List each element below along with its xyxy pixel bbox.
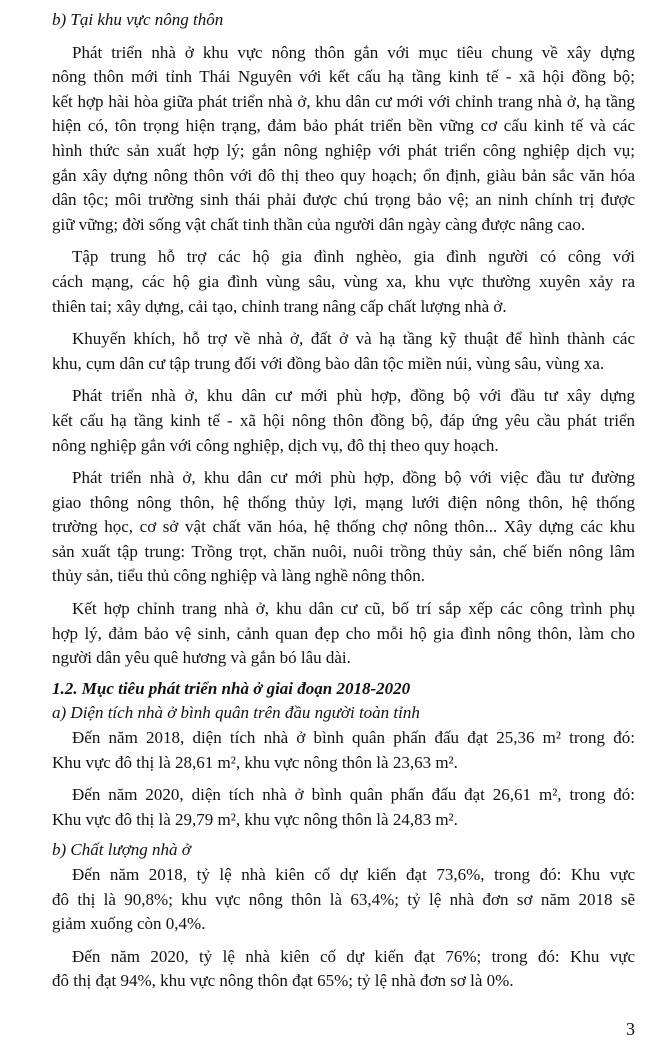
- text-line: Đến năm 2020, diện tích nhà ở bình quân phấn đấu đạt 26,61 m², trong đó:: [72, 785, 635, 805]
- paragraph-transport-production: [52, 466, 635, 589]
- text-line: cách mạng, các hộ gia đình vùng sâu, vùng xa, khu vực thường xuyên xảy ra: [52, 271, 635, 291]
- text-line: Phát triển nhà ở, khu dân cư mới phù hợp, đồng bộ với đầu tư xây dựng: [72, 386, 635, 406]
- text-line: Đến năm 2018, tỷ lệ nhà kiên cố dự kiến đạt 73,6%, trong đó: Khu vực: [72, 865, 635, 884]
- text-line: Tập trung hỗ trợ các hộ gia đình nghèo, gia đình người có công với: [72, 247, 635, 267]
- text-line: Đến năm 2018, diện tích nhà ở bình quân phấn đấu đạt 25,36 m² trong đó:: [72, 728, 635, 748]
- text-line: dân tộc; môi trường sinh thái phải được chú trọng bảo vệ; an ninh chính trị được: [52, 190, 635, 210]
- text-line: thủy sản, tiểu thủ công nghiệp và làng nghề nông thôn.: [52, 566, 425, 586]
- text-line: gắn xây dựng nông thôn với đô thị theo quy hoạch; ổn định, giàu bản sắc văn hóa: [52, 165, 635, 185]
- subsection-heading-quality: b) Chất lượng nhà ở: [52, 840, 191, 860]
- text-line: khu, cụm dân cư tập trung đối với đồng bào dân tộc miền núi, vùng sâu, vùng xa.: [52, 353, 605, 373]
- text-line: giảm xuống còn 0,4%.: [52, 914, 206, 934]
- text-line: Khuyến khích, hỗ trợ về nhà ở, đất ở và hạ tầng kỹ thuật để hình thành các: [72, 329, 635, 349]
- paragraph-rural-goals: [52, 41, 635, 238]
- text-line: Phát triển nhà ở, khu dân cư mới phù hợp, đồng bộ với việc đầu tư đường: [72, 468, 635, 488]
- text-line: giữ vững; đời sống vật chất tinh thần của người dân ngày càng được nâng cao.: [52, 214, 586, 234]
- section-heading-rural: b) Tại khu vực nông thôn: [52, 10, 224, 29]
- paragraph-quality-2018: [52, 863, 635, 937]
- paragraph-area-2020: [52, 783, 635, 832]
- text-line: thiên tai; xây dựng, cải tạo, chỉnh trang nâng cấp chất lượng nhà ở.: [52, 296, 507, 316]
- paragraph-support-households: [52, 245, 635, 319]
- paragraph-quality-2020: [52, 945, 635, 994]
- text-line: Khu vực đô thị là 29,79 m², khu vực nông thôn là 24,83 m².: [52, 809, 458, 829]
- paragraph-area-2018: [52, 726, 635, 775]
- text-line: người dân yêu quê hương và gắn bó lâu dài.: [52, 648, 351, 668]
- subsection-heading-area: a) Diện tích nhà ở bình quân trên đầu người toàn tỉnh: [52, 703, 420, 723]
- text-line: trường học, cơ sở vật chất văn hóa, hệ thống chợ nông thôn... Xây dựng các khu: [52, 517, 635, 537]
- text-line: nông nghiệp gắn với công nghiệp, dịch vụ, đô thị theo quy hoạch.: [52, 435, 499, 455]
- text-line: hình thức sản xuất hợp lý; gắn nông nghiệp với phát triển công nghiệp dịch vụ;: [52, 140, 635, 160]
- text-line: kết hợp hài hòa giữa phát triển nhà ở, khu dân cư mới với chỉnh trang nhà ở, hạ tầng: [52, 91, 635, 111]
- text-line: hợp lý, đảm bảo vệ sinh, cảnh quan đẹp cho mỗi hộ gia đình nông thôn, làm cho: [52, 623, 635, 643]
- text-line: Khu vực đô thị là 28,61 m², khu vực nông thôn là 23,63 m².: [52, 752, 458, 772]
- text-line: nông thôn mới tỉnh Thái Nguyên với kết cấu hạ tầng kinh tế - xã hội đồng bộ;: [52, 67, 635, 87]
- text-line: Kết hợp chỉnh trang nhà ở, khu dân cư cũ, bố trí sắp xếp các công trình phụ: [72, 599, 635, 619]
- text-line: Phát triển nhà ở khu vực nông thôn gắn với mục tiêu chung về xây dựng: [72, 42, 635, 62]
- text-line: đô thị là 90,8%; khu vực nông thôn là 63,4%; tỷ lệ nhà đơn sơ năm 2018 sẽ: [52, 889, 635, 909]
- section-heading-1-2: 1.2. Mục tiêu phát triển nhà ở giai đoạn 2018-2020: [52, 678, 411, 698]
- paragraph-encourage-support: [52, 327, 635, 376]
- text-line: sản xuất tập trung: Trồng trọt, chăn nuôi, nuôi trồng thủy sản, chế biến nông lâm: [52, 541, 635, 561]
- text-line: kết cấu hạ tầng kinh tế - xã hội nông thôn đồng bộ, đáp ứng yêu cầu phát triển: [52, 410, 635, 430]
- paragraph-infrastructure: [52, 384, 635, 458]
- paragraph-renovation: [52, 597, 635, 671]
- text-line: đô thị đạt 94%, khu vực nông thôn đạt 65%; tỷ lệ nhà đơn sơ là 0%.: [52, 971, 514, 991]
- text-line: giao thông nông thôn, hệ thống thủy lợi, mạng lưới điện nông thôn, hệ thống: [52, 492, 635, 512]
- page-number: 3: [626, 1019, 635, 1039]
- text-line: Đến năm 2020, tỷ lệ nhà kiên cố dự kiến đạt 76%; trong đó: Khu vực: [72, 946, 635, 966]
- text-line: hiện có, tôn trọng hiện trạng, đảm bảo phát triển bền vững cơ cấu kinh tế và các: [52, 116, 635, 136]
